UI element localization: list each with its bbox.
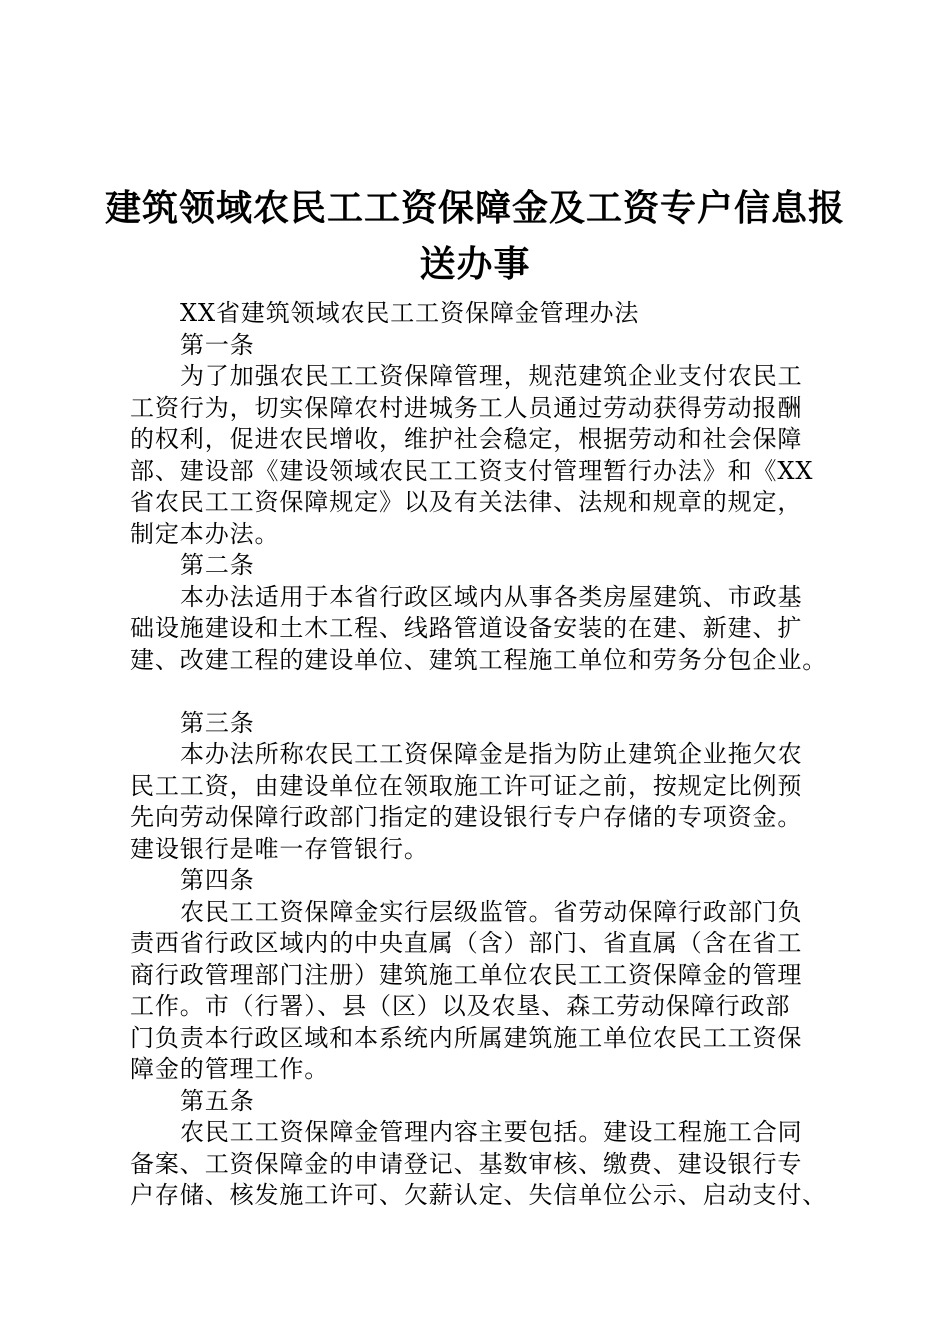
body-line: 部、建设部《建设领域农民工工资支付管理暂行办法》和《XX <box>130 456 814 485</box>
body-line: 建、改建工程的建设单位、建筑工程施工单位和劳务分包企业。 <box>130 645 828 674</box>
body-line: 省农民工工资保障规定》以及有关法律、法规和规章的规定， <box>130 488 803 516</box>
body-line: 先向劳动保障行政部门指定的建设银行专户存储的专项资金。 <box>130 803 803 831</box>
article-heading: 第五条 <box>180 1086 255 1115</box>
body-line: 农民工工资保障金管理内容主要包括。建设工程施工合同 <box>180 1118 803 1146</box>
document-title-line-1: 建筑领域农民工工资保障金及工资专户信息报 <box>104 188 845 229</box>
body-line: 的权利，促进农民增收，维护社会稳定，根据劳动和社会保障 <box>130 425 803 453</box>
body-line: 农民工工资保障金实行层级监管。省劳动保障行政部门负 <box>180 897 803 926</box>
body-line: XX省建筑领域农民工工资保障金管理办法 <box>180 299 640 327</box>
body-line: 责西省行政区域内的中央直属（含）部门、省直属（含在省工 <box>130 929 803 957</box>
blank-line <box>130 676 842 708</box>
body-line: 建设银行是唯一存管银行。 <box>130 834 429 863</box>
article-heading: 第四条 <box>180 866 255 894</box>
document-body <box>130 298 842 1212</box>
body-line: 本办法适用于本省行政区域内从事各类房屋建筑、市政基 <box>180 582 803 611</box>
body-line: 制定本办法。 <box>130 519 280 548</box>
body-line: 本办法所称农民工工资保障金是指为防止建筑企业拖欠农 <box>180 740 803 768</box>
body-line: 为了加强农民工工资保障管理，规范建筑企业支付农民工 <box>180 362 803 390</box>
body-line: 门负责本行政区域和本系统内所属建筑施工单位农民工工资保 <box>130 1023 803 1052</box>
article-heading: 第二条 <box>180 551 255 579</box>
body-line: 工资行为，切实保障农村进城务工人员通过劳动获得劳动报酬 <box>130 393 803 422</box>
document-title-line-2: 送办事 <box>419 244 531 285</box>
body-line: 户存储、核发施工许可、欠薪认定、失信单位公示、启动支付、 <box>130 1181 828 1209</box>
body-line: 民工工资，由建设单位在领取施工许可证之前，按规定比例预 <box>130 771 803 800</box>
body-line: 础设施建设和土木工程、线路管道设备安装的在建、新建、扩 <box>130 614 803 642</box>
body-line: 备案、工资保障金的申请登记、基数审核、缴费、建设银行专 <box>130 1149 803 1178</box>
article-heading: 第三条 <box>180 708 255 737</box>
body-line: 工作。市（行署）、县（区）以及农垦、森工劳动保障行政部 <box>130 992 791 1020</box>
article-heading: 第一条 <box>180 330 255 359</box>
body-line: 商行政管理部门注册）建筑施工单位农民工工资保障金的管理 <box>130 960 803 989</box>
body-line: 障金的管理工作。 <box>130 1055 330 1083</box>
